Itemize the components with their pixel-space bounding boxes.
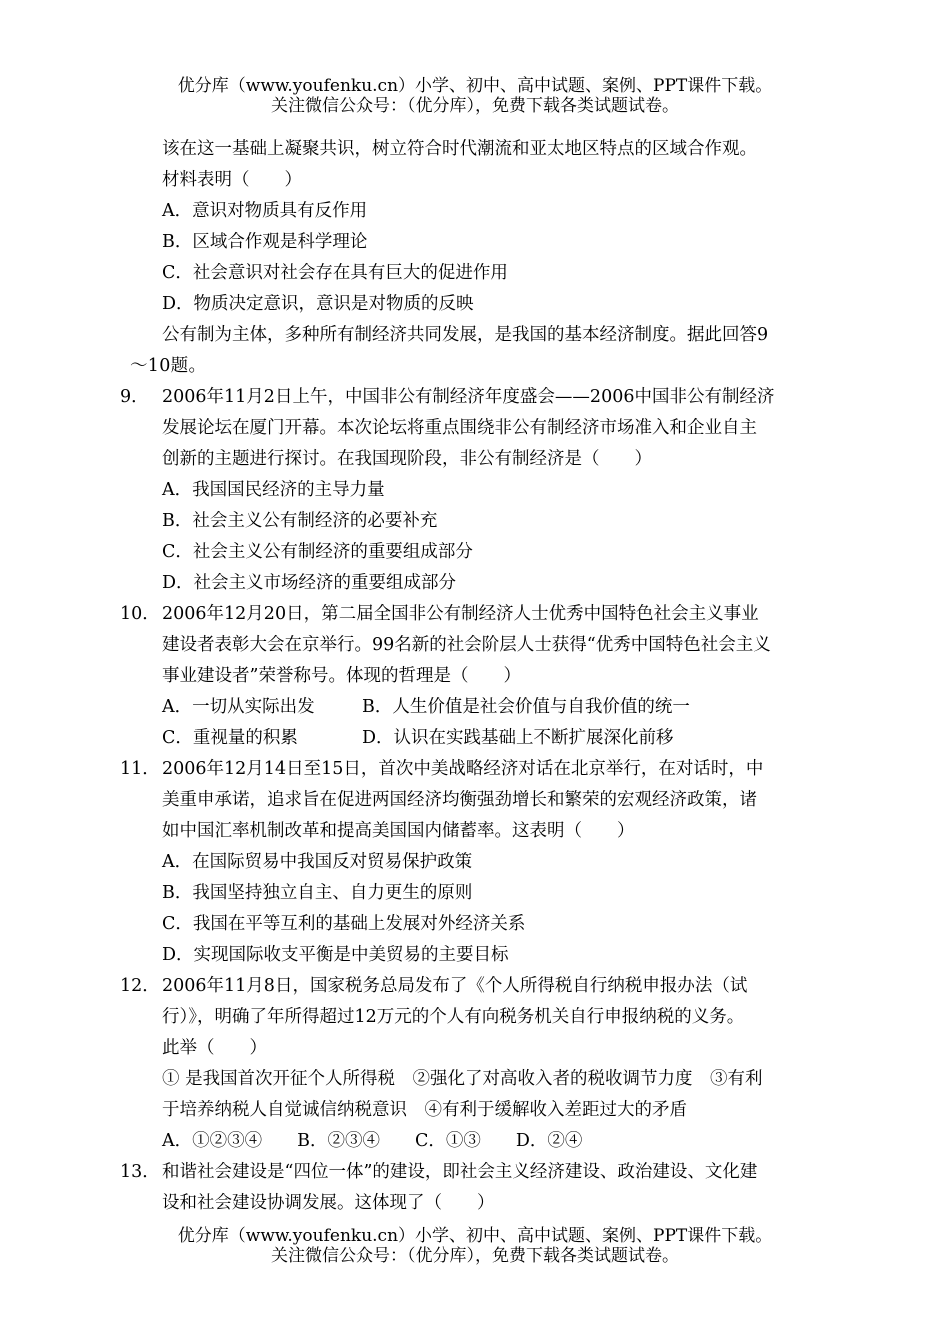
question-number: 12． bbox=[120, 976, 160, 996]
intro-line: 公有制为主体，多种所有制经济共同发展，是我国的基本经济制度。据此回答9 bbox=[162, 325, 769, 345]
option-d: D．社会主义市场经济的重要组成部分 bbox=[162, 573, 457, 593]
option-c: C．重视量的积累 bbox=[162, 728, 298, 748]
option-c: C．社会主义公有制经济的重要组成部分 bbox=[162, 542, 473, 562]
question-10 bbox=[0, 599, 950, 754]
question-text-line: 如中国汇率机制改革和提高美国国内储蓄率。这表明（ ） bbox=[162, 821, 635, 841]
statement-line: ① 是我国首次开征个人所得税 ②强化了对高收入者的税收调节力度 ③有利 bbox=[162, 1069, 763, 1089]
option-d: D．实现国际收支平衡是中美贸易的主要目标 bbox=[162, 945, 509, 965]
option-b: B．我国坚持独立自主、自力更生的原则 bbox=[162, 883, 473, 903]
question-9 bbox=[0, 382, 950, 599]
question-line bbox=[0, 754, 950, 785]
option-row bbox=[0, 692, 950, 723]
question-number: 9． bbox=[120, 387, 149, 407]
question-8-tail bbox=[0, 134, 950, 320]
question-text: 2006年12月20日，第二届全国非公有制经济人士优秀中国特色社会主义事业 bbox=[162, 604, 759, 624]
question-text-line: 设和社会建设协调发展。这体现了（ ） bbox=[162, 1193, 495, 1213]
page-footer bbox=[0, 1226, 950, 1266]
question-text: 和谐社会建设是“四位一体”的建设，即社会主义经济建设、政治建设、文化建 bbox=[162, 1162, 758, 1182]
question-text-line: 材料表明（ ） bbox=[162, 170, 302, 190]
question-text-line: 发展论坛在厦门开幕。本次论坛将重点围绕非公有制经济市场准入和企业自主 bbox=[162, 418, 757, 438]
section-intro bbox=[0, 320, 950, 382]
question-text-line: 创新的主题进行探讨。在我国现阶段，非公有制经济是（ ） bbox=[162, 449, 652, 469]
option-b: B．区域合作观是科学理论 bbox=[162, 232, 368, 252]
question-line bbox=[0, 1157, 950, 1188]
footer-line-2: 关注微信公众号：（优分库），免费下载各类试题试卷。 bbox=[271, 1246, 679, 1266]
intro-line: ～10题。 bbox=[130, 356, 207, 376]
question-text-line: 此举（ ） bbox=[162, 1038, 267, 1058]
option-c: C．社会意识对社会存在具有巨大的促进作用 bbox=[162, 263, 508, 283]
option-a: A．意识对物质具有反作用 bbox=[162, 201, 368, 221]
option-a: A．我国国民经济的主导力量 bbox=[162, 480, 385, 500]
question-text-line: 建设者表彰大会在京举行。99名新的社会阶层人士获得“优秀中国特色社会主义 bbox=[162, 635, 771, 655]
question-text: 2006年12月14日至15日，首次中美战略经济对话在北京举行，在对话时，中 bbox=[162, 759, 764, 779]
question-text: 2006年11月2日上午，中国非公有制经济年度盛会——2006中国非公有制经济 bbox=[162, 387, 775, 407]
question-line bbox=[0, 599, 950, 630]
question-text-line: 美重申承诺，追求旨在促进两国经济均衡强劲增长和繁荣的宏观经济政策，诸 bbox=[162, 790, 757, 810]
option-d: D．认识在实践基础上不断扩展深化前移 bbox=[362, 728, 674, 748]
question-text-line: 事业建设者”荣誉称号。体现的哲理是（ ） bbox=[162, 666, 521, 686]
option-a: A．一切从实际出发 bbox=[162, 697, 315, 717]
footer-line-1: 优分库（www.youfenku.cn）小学、初中、高中试题、案例、PPT课件下载。 bbox=[177, 1226, 773, 1246]
question-13 bbox=[0, 1157, 950, 1219]
question-number: 10． bbox=[120, 604, 160, 624]
question-text-line: 行）》，明确了年所得超过12万元的个人有向税务机关自行申报纳税的义务。 bbox=[162, 1007, 745, 1027]
option-row bbox=[0, 723, 950, 754]
question-text: 2006年11月8日，国家税务总局发布了《个人所得税自行纳税申报办法（试 bbox=[162, 976, 748, 996]
option-b: B．社会主义公有制经济的必要补充 bbox=[162, 511, 438, 531]
header-line-2: 关注微信公众号：（优分库），免费下载各类试题试卷。 bbox=[271, 96, 679, 116]
question-line bbox=[0, 382, 950, 413]
option-c: C．我国在平等互利的基础上发展对外经济关系 bbox=[162, 914, 526, 934]
statement-line: 于培养纳税人自觉诚信纳税意识 ④有利于缓解收入差距过大的矛盾 bbox=[162, 1100, 687, 1120]
question-number: 11． bbox=[120, 759, 160, 779]
question-text-line: 该在这一基础上凝聚共识，树立符合时代潮流和亚太地区特点的区域合作观。 bbox=[162, 139, 757, 159]
page-header bbox=[0, 76, 950, 116]
question-12 bbox=[0, 971, 950, 1157]
option-b: B．人生价值是社会价值与自我价值的统一 bbox=[362, 697, 690, 717]
header-line-1: 优分库（www.youfenku.cn）小学、初中、高中试题、案例、PPT课件下载。 bbox=[177, 76, 773, 96]
option-d: D．物质决定意识，意识是对物质的反映 bbox=[162, 294, 474, 314]
document-body bbox=[0, 134, 950, 1219]
question-line bbox=[0, 971, 950, 1002]
question-number: 13． bbox=[120, 1162, 160, 1182]
option-a: A．在国际贸易中我国反对贸易保护政策 bbox=[162, 852, 473, 872]
question-11 bbox=[0, 754, 950, 971]
options-line: A．①②③④ B．②③④ C．①③ D．②④ bbox=[162, 1131, 583, 1151]
